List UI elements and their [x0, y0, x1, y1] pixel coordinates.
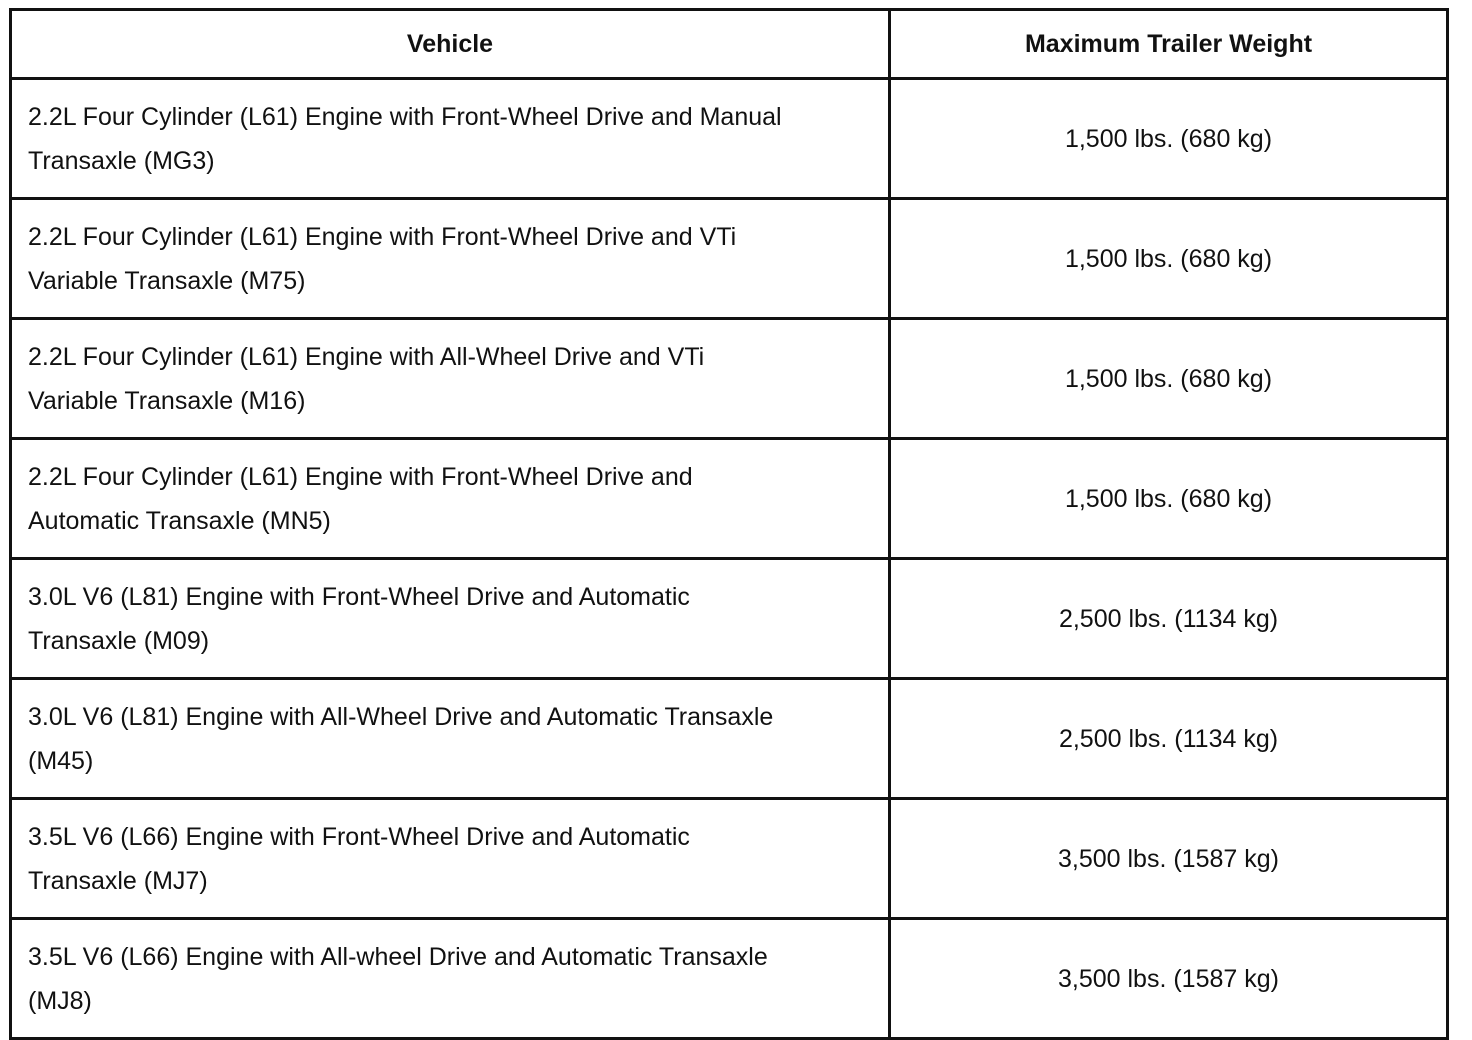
max-trailer-weight-cell: 3,500 lbs. (1587 kg)	[890, 919, 1448, 1039]
vehicle-cell: 2.2L Four Cylinder (L61) Engine with Front-Wheel Drive and Manual Transaxle (MG3)	[11, 79, 890, 199]
vehicle-cell: 3.0L V6 (L81) Engine with All-Wheel Drive and Automatic Transaxle (M45)	[11, 679, 890, 799]
vehicle-cell: 3.5L V6 (L66) Engine with Front-Wheel Drive and Automatic Transaxle (MJ7)	[11, 799, 890, 919]
table-row	[11, 79, 1448, 199]
header-max-trailer-weight: Maximum Trailer Weight	[890, 10, 1448, 79]
table-body	[11, 79, 1448, 1039]
max-trailer-weight-cell: 1,500 lbs. (680 kg)	[890, 79, 1448, 199]
header-row	[11, 10, 1448, 79]
table-row	[11, 559, 1448, 679]
table-row	[11, 919, 1448, 1039]
max-trailer-weight-cell: 1,500 lbs. (680 kg)	[890, 439, 1448, 559]
vehicle-cell: 3.5L V6 (L66) Engine with All-wheel Drive and Automatic Transaxle (MJ8)	[11, 919, 890, 1039]
trailer-weight-table	[9, 8, 1449, 1040]
max-trailer-weight-cell: 3,500 lbs. (1587 kg)	[890, 799, 1448, 919]
vehicle-cell: 2.2L Four Cylinder (L61) Engine with All-Wheel Drive and VTi Variable Transaxle (M16)	[11, 319, 890, 439]
table-row	[11, 679, 1448, 799]
table-row	[11, 799, 1448, 919]
max-trailer-weight-cell: 2,500 lbs. (1134 kg)	[890, 559, 1448, 679]
table-header	[11, 10, 1448, 79]
table-row	[11, 319, 1448, 439]
vehicle-cell: 2.2L Four Cylinder (L61) Engine with Front-Wheel Drive and Automatic Transaxle (MN5)	[11, 439, 890, 559]
vehicle-cell: 3.0L V6 (L81) Engine with Front-Wheel Drive and Automatic Transaxle (M09)	[11, 559, 890, 679]
table-row	[11, 439, 1448, 559]
max-trailer-weight-cell: 2,500 lbs. (1134 kg)	[890, 679, 1448, 799]
max-trailer-weight-cell: 1,500 lbs. (680 kg)	[890, 199, 1448, 319]
max-trailer-weight-cell: 1,500 lbs. (680 kg)	[890, 319, 1448, 439]
table-row	[11, 199, 1448, 319]
header-vehicle: Vehicle	[11, 10, 890, 79]
vehicle-cell: 2.2L Four Cylinder (L61) Engine with Front-Wheel Drive and VTi Variable Transaxle (M75)	[11, 199, 890, 319]
